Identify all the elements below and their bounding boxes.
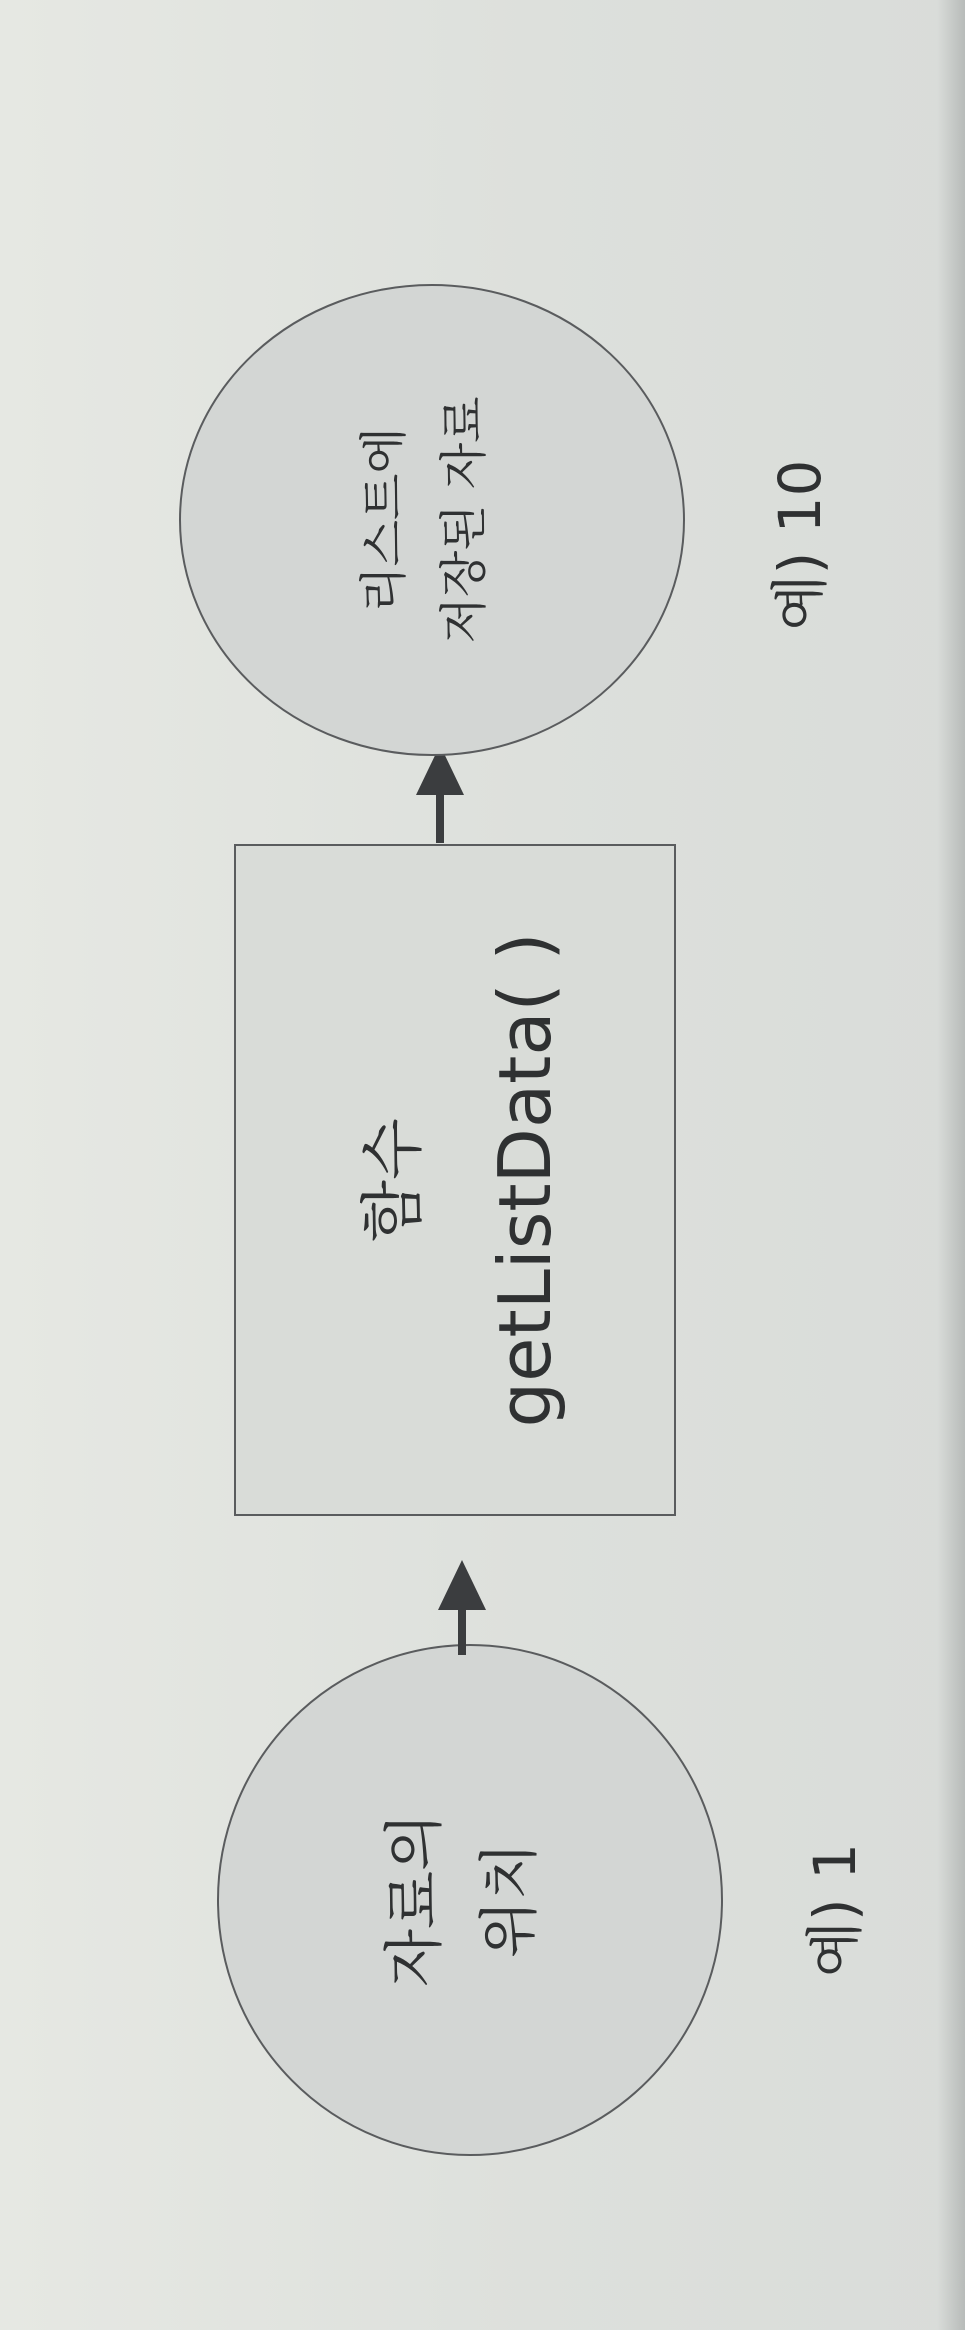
process-node-line2: getListData( ) xyxy=(483,932,567,1428)
output-node-line1: 리스트에 xyxy=(356,427,412,613)
process-node xyxy=(235,845,675,1515)
arrow-input-to-process xyxy=(438,1560,486,1655)
input-node-line1: 자료의 xyxy=(380,1813,450,1987)
process-node-line1: 함수 xyxy=(357,1118,431,1242)
output-node-line2: 저장된 자료 xyxy=(436,396,492,644)
input-example-label: 예) 1 xyxy=(801,1843,869,1977)
output-node xyxy=(180,285,684,755)
input-node-line2: 위치 xyxy=(475,1842,545,1958)
output-example-label: 예) 10 xyxy=(766,459,834,631)
arrow-process-to-output xyxy=(416,745,464,843)
input-node xyxy=(218,1645,722,2155)
